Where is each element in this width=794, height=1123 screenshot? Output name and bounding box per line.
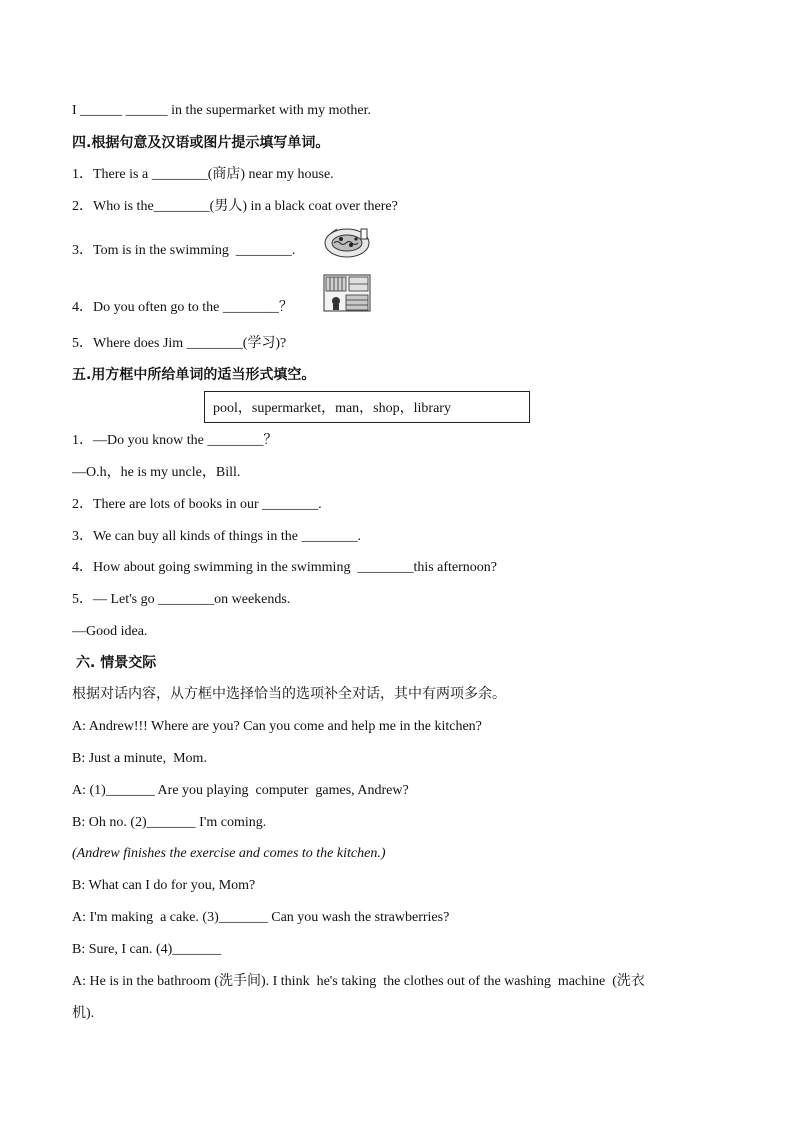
question-line: 3．Tom is in the swimming ________. [72, 243, 296, 258]
dialogue-line: 机). [72, 1006, 95, 1021]
question-line: 5．Where does Jim ________(学习)? [72, 336, 287, 351]
library-building-icon [322, 273, 372, 313]
question-line: 2．There are lots of books in our ________. [72, 497, 322, 512]
dialogue-line: A: Andrew!!! Where are you? Can you come and help me in the kitchen? [72, 719, 482, 734]
text-line: I ______ ______ in the supermarket with my mother. [72, 103, 372, 118]
dialogue-line: A: He is in the bathroom (洗手间). I think he's taking the clothes out of the washing machine (洗衣 [72, 974, 645, 989]
question-line: 4．How about going swimming in the swimming ________this afternoon? [72, 560, 498, 575]
dialogue-line: A: I'm making a cake. (3)_______ Can you wash the strawberries? [72, 910, 450, 925]
question-line: 2．Who is the________(男人) in a black coat over there? [72, 199, 398, 214]
section-heading: 四.根据句意及汉语或图片提示填写单词。 [72, 135, 330, 151]
dialogue-line: —O.h，he is my uncle，Bill. [72, 465, 241, 480]
dialogue-line: B: Sure, I can. (4)_______ [72, 942, 222, 957]
question-line: 5．— Let's go ________on weekends. [72, 592, 291, 607]
question-line: 1．—Do you know the ________？ [72, 433, 278, 448]
dialogue-line: B: Just a minute, Mom. [72, 751, 207, 766]
dialogue-line: —Good idea. [72, 624, 148, 639]
dialogue-line: A: (1)_______ Are you playing computer games, Andrew? [72, 783, 409, 798]
swimming-pool-icon [323, 225, 371, 259]
question-line: 4．Do you often go to the ________？ [72, 300, 293, 315]
word-box-text: pool，supermarket，man，shop，library [213, 401, 451, 416]
dialogue-line: B: What can I do for you, Mom? [72, 878, 256, 893]
word-box [204, 391, 530, 423]
section-heading: 六. 情景交际 [76, 655, 157, 671]
instruction-line: 根据对话内容，从方框中选择恰当的选项补全对话，其中有两项多余。 [72, 687, 506, 702]
dialogue-line: B: Oh no. (2)_______ I'm coming. [72, 815, 267, 830]
section-heading: 五.用方框中所给单词的适当形式填空。 [72, 367, 316, 383]
stage-direction: (Andrew finishes the exercise and comes to the kitchen.) [72, 846, 386, 861]
question-line: 1．There is a ________(商店) near my house. [72, 167, 334, 182]
question-line: 3．We can buy all kinds of things in the ________. [72, 529, 361, 544]
